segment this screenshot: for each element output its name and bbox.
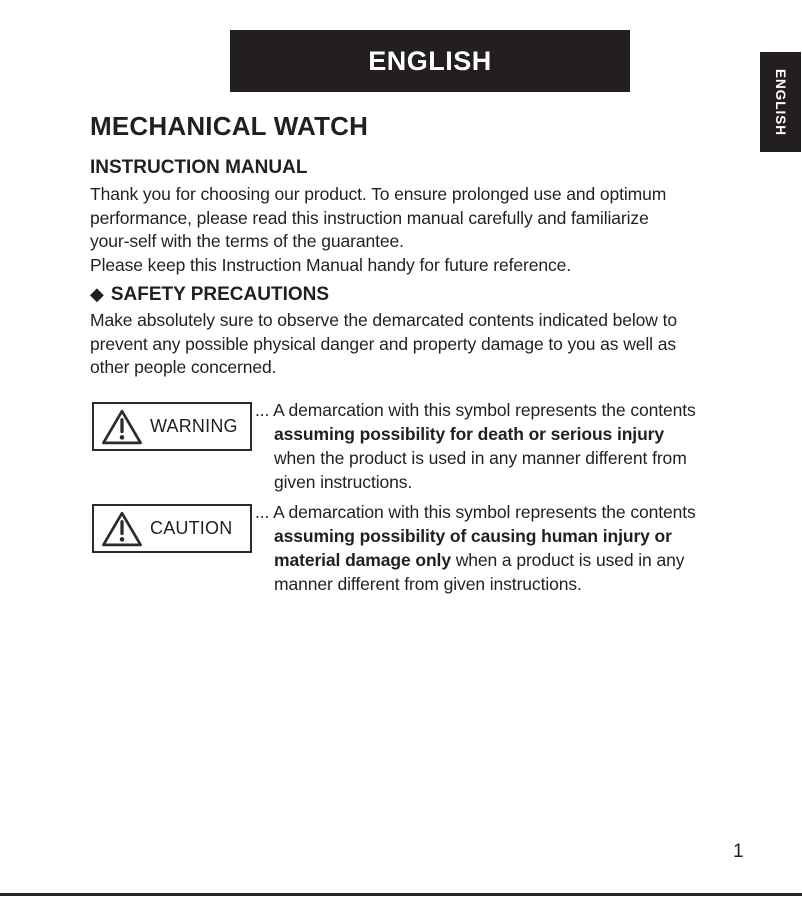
language-banner-label: ENGLISH <box>368 45 492 76</box>
warning-triangle-icon <box>101 408 143 446</box>
language-side-tab <box>760 52 801 152</box>
page-number: 1 <box>733 841 744 862</box>
notice-label: CAUTION <box>150 518 233 538</box>
diamond-bullet-icon: ◆ <box>90 284 104 304</box>
text-line: given instructions. <box>274 472 413 492</box>
text-line: performance, please read this instruction manual carefully and familiarize <box>90 207 649 228</box>
text-line: Thank you for choosing our product. To ensure prolonged use and optimum <box>90 184 667 204</box>
warning-triangle-icon <box>101 510 143 548</box>
text-line: other people concerned. <box>90 357 277 377</box>
warning-box <box>92 402 252 451</box>
text-line: manner different from given instructions. <box>274 574 582 594</box>
text-line: material damage only when a product is used in any <box>274 550 685 570</box>
text-line: when the product is used in any manner different from <box>274 448 687 468</box>
caution-box <box>92 504 252 553</box>
text-line: ... A demarcation with this symbol represents the contents <box>255 400 696 420</box>
language-banner <box>230 30 630 92</box>
footer-rule <box>0 893 802 896</box>
section-heading-instruction-manual: INSTRUCTION MANUAL <box>90 157 308 178</box>
text-line: Make absolutely sure to observe the demarcated contents indicated below to <box>90 310 677 330</box>
language-side-tab-label: ENGLISH <box>773 68 789 136</box>
notice-description <box>255 500 782 596</box>
notice-list <box>92 398 782 602</box>
text-line: assuming possibility of causing human injury or <box>274 526 672 546</box>
text-line: your-self with the terms of the guarantee. <box>90 231 404 251</box>
text-line: prevent any possible physical danger and property damage to you as well as <box>90 333 677 354</box>
text-line: ... A demarcation with this symbol represents the contents <box>255 502 696 522</box>
safety-heading-label: SAFETY PRECAUTIONS <box>110 284 330 305</box>
notice-description <box>255 398 782 494</box>
notice-row-caution <box>92 500 782 597</box>
text-line: Please keep this Instruction Manual handy for future reference. <box>90 254 572 275</box>
section-heading-safety-precautions <box>90 284 329 306</box>
intro-paragraph <box>90 183 762 277</box>
text-line: assuming possibility for death or serious injury <box>274 424 665 444</box>
notice-row-warning <box>92 398 782 495</box>
notice-label: WARNING <box>150 416 238 436</box>
page-title: MECHANICAL WATCH <box>90 111 369 141</box>
safety-paragraph <box>90 309 770 380</box>
